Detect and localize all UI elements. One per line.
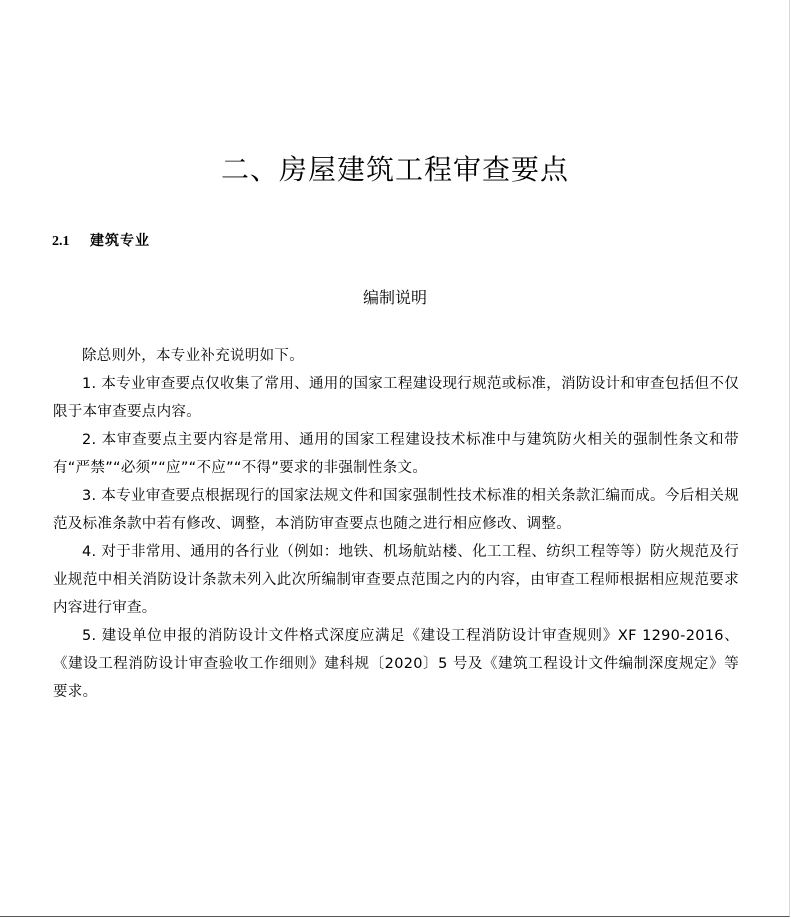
section-number: 2.1 bbox=[52, 234, 70, 249]
paragraph-1: 1. 本专业审查要点仅收集了常用、通用的国家工程建设现行规范或标准，消防设计和审查包括但不仅限于本审查要点内容。 bbox=[53, 376, 739, 420]
paragraph-2: 2. 本审查要点主要内容是常用、通用的国家工程建设技术标准中与建筑防火相关的强制性条文和带有“严禁”“必须”“应”“不应”“不得”要求的非强制性条文。 bbox=[53, 432, 739, 476]
section-heading bbox=[52, 230, 150, 253]
paragraph-intro: 除总则外，本专业补充说明如下。 bbox=[82, 348, 304, 364]
paragraph-3: 3. 本专业审查要点根据现行的国家法规文件和国家强制性技术标准的相关条款汇编而成。今后相关规范及标准条款中若有修改、调整，本消防审查要点也随之进行相应修改、调整。 bbox=[53, 488, 739, 532]
compilation-notes-title: 编制说明 bbox=[362, 288, 427, 307]
body-text bbox=[53, 342, 739, 706]
paragraph-5: 5. 建设单位申报的消防设计文件格式深度应满足《建设工程消防设计审查规则》XF 1290-2016、《建设工程消防设计审查验收工作细则》建科规〔2020〕5 号及《建筑工程设计文件编制深度规定》等要求。 bbox=[53, 628, 739, 700]
page-title: 二、房屋建筑工程审查要点 bbox=[220, 153, 569, 186]
section-label: 建筑专业 bbox=[90, 233, 150, 249]
paragraph-4: 4. 对于非常用、通用的各行业（例如：地铁、机场航站楼、化工工程、纺织工程等等）防火规范及行业规范中相关消防设计条款未列入此次所编制审查要点范围之内的内容，由审查工程师根据相应规范要求内容进行审查。 bbox=[53, 544, 739, 616]
